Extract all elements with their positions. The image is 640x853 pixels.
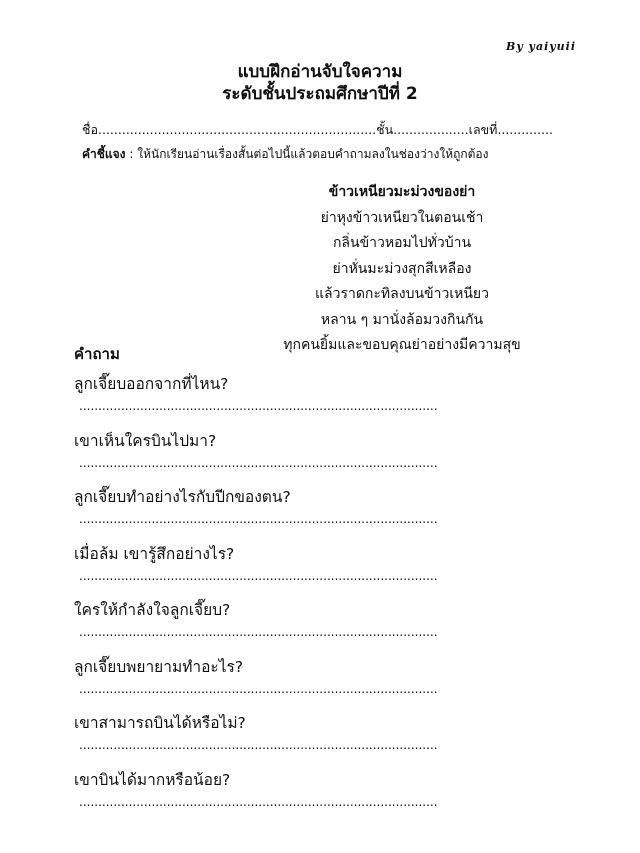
passage-line: ย่าหุงข้าวเหนียวในตอนเช้า [320,209,484,226]
question-text: เขาสามารถบินได้หรือไม่? [74,714,246,732]
answer-line[interactable]: .............................................................................................. [79,512,438,526]
question-item [74,598,494,655]
passage-title: ข้าวเหนียวมะม่วงของย่า [328,184,476,200]
answer-line[interactable]: .............................................................................................. [79,681,438,696]
passage-line: ย่าหั่นมะม่วงสุกสีเหลือง [332,260,472,277]
name-label: ชื่อ [82,122,98,137]
question-text: เมื่อล้ม เขารู้สึกอย่างไร? [74,544,235,563]
question-item [74,372,494,429]
passage-line: กลิ่นข้าวหอมไปทั่วบ้าน [332,235,472,251]
answer-line[interactable]: .............................................................................................. [79,794,438,809]
passage-line: หลาน ๆ มานั่งล้อมวงกินกัน [320,311,484,328]
instruction-row [82,145,489,164]
question-text: ลูกเจี๊ยบทำอย่างไรกับปีกของตน? [74,488,291,506]
answer-line[interactable]: .............................................................................................. [79,738,438,752]
passage-line: แล้วราดกะทิลงบนข้าวเหนียว [315,286,489,302]
questions-heading: คำถาม [74,345,120,363]
number-field[interactable]: .............. [497,122,554,137]
question-item [74,485,494,542]
question-text: ลูกเจี๊ยบพยายามทำอะไร? [74,657,244,676]
passage-line: ทุกคนยิ้มและขอบคุณย่าอย่างมีความสุข [283,337,521,353]
instruction-label: คำชี้แจง [82,147,126,161]
question-item [74,768,494,825]
question-text: ลูกเจี๊ยบออกจากที่ไหน? [74,375,229,393]
question-list [74,372,494,824]
question-item [74,655,494,712]
worksheet-grade: ระดับชั้นประถมศึกษาปีที่ 2 [222,84,418,104]
class-label: ชั้น [376,122,394,137]
name-field[interactable]: ...................................................................... [98,122,377,137]
student-info-row [82,120,553,140]
answer-line[interactable]: .............................................................................................. [79,568,438,583]
worksheet-title: แบบฝึกอ่านจับใจความ [237,62,403,82]
question-item [74,711,494,768]
class-field[interactable]: ................... [393,122,469,137]
author-byline: By yaiyuii [506,40,576,53]
question-item [74,429,494,486]
answer-line[interactable]: .............................................................................................. [79,399,438,413]
question-text: ใครให้กำลังใจลูกเจี๊ยบ? [74,601,231,619]
instruction-text: : ให้นักเรียนอ่านเรื่องสั้นต่อไปนี้แล้วตอบคำถามลงในช่องว่างให้ถูกต้อง [125,147,489,161]
answer-line[interactable]: .............................................................................................. [79,625,438,639]
number-label: เลขที่ [468,122,498,137]
question-item [74,542,494,599]
reading-passage [242,180,562,359]
question-text: เขาบินได้มากหรือน้อย? [74,770,231,789]
answer-line[interactable]: .............................................................................................. [79,455,438,470]
question-text: เขาเห็นใครบินไปมา? [74,431,217,450]
